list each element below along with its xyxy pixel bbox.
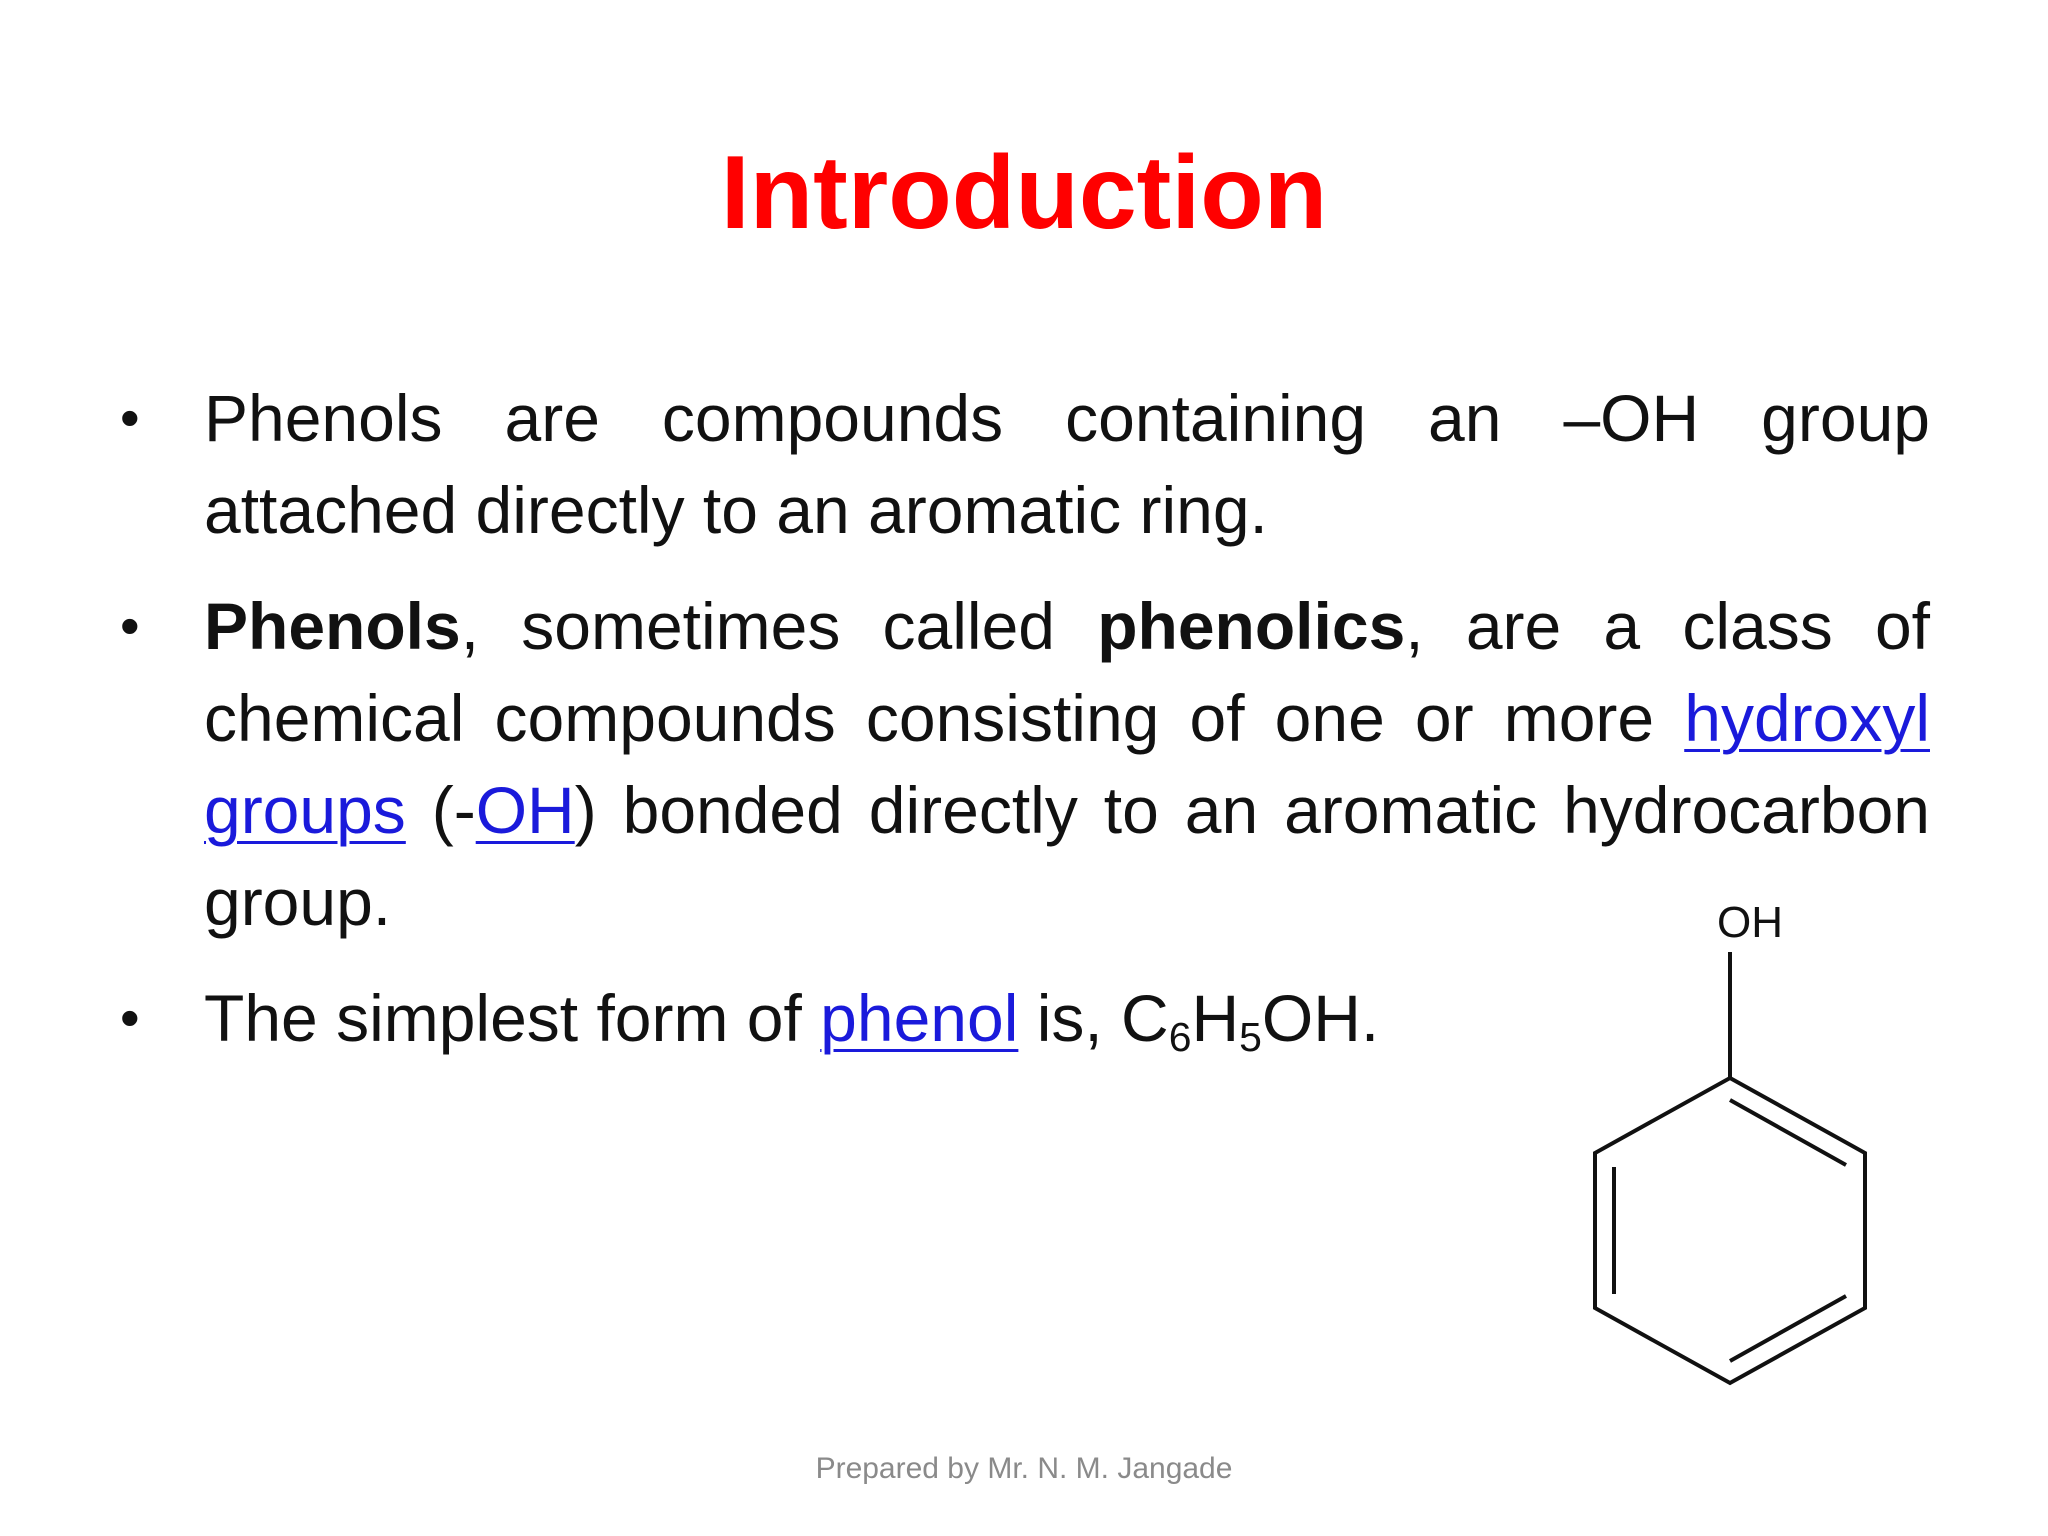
phenol-link[interactable]: phenol (820, 981, 1019, 1055)
groups-link[interactable]: groups (204, 773, 406, 847)
slide-title: Introduction (720, 135, 1328, 251)
bullet-text: H (1191, 981, 1240, 1055)
term-phenols: Phenols (204, 589, 461, 663)
bullet-marker: • (120, 594, 140, 657)
bullet-text: OH. (1261, 981, 1380, 1055)
bullet-marker: • (120, 986, 140, 1049)
bullet-text: is, C (1018, 981, 1169, 1055)
bullet-text: , are a class of chemical compounds consisting of one or more (204, 589, 1930, 755)
footer-credit: Prepared by Mr. N. M. Jangade (815, 1452, 1233, 1485)
bullet-marker: • (120, 386, 140, 449)
hydroxyl-link[interactable]: hydroxyl (1684, 681, 1930, 755)
phenol-structure-diagram (1580, 885, 1880, 1405)
bullet-text: The simplest form of (204, 981, 821, 1055)
oh-link[interactable]: OH (475, 773, 575, 847)
subscript-5: 5 (1239, 1014, 1262, 1061)
term-phenolics: phenolics (1097, 589, 1406, 663)
bullet-text: Phenols are compounds containing an –OH group attached directly to an aromatic ring. (204, 381, 1930, 547)
bullet-text: (- (405, 773, 476, 847)
bullet-text: , sometimes called (460, 589, 1098, 663)
bullet-text: ) bonded directly to an aromatic hydrocarbon group. (204, 773, 1930, 939)
bullet-item (120, 372, 1930, 556)
oh-label: OH (1717, 898, 1783, 947)
benzene-ring (1595, 1078, 1865, 1383)
subscript-6: 6 (1168, 1014, 1192, 1061)
